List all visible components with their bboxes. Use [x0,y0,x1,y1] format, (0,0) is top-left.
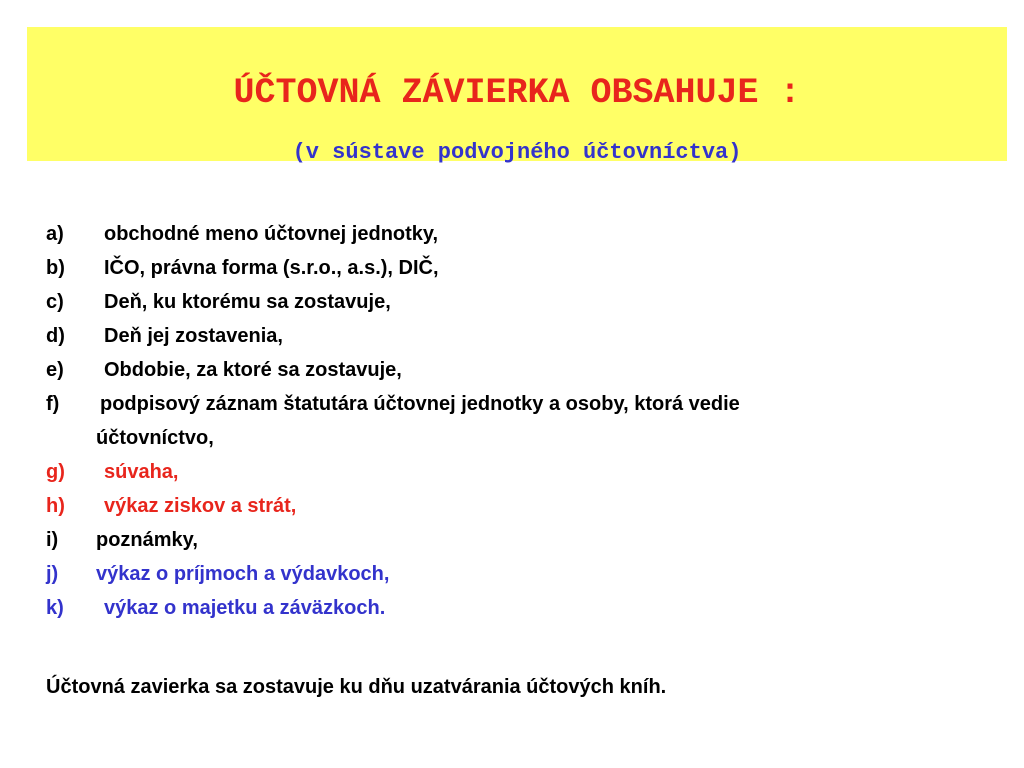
list-marker: d) [46,325,65,347]
list-marker: e) [46,359,64,381]
list-item-j [46,557,986,591]
contents-list [46,217,986,625]
list-item-c [46,285,986,319]
list-item-g [46,455,986,489]
list-marker: c) [46,291,64,313]
list-marker: f) [46,393,60,415]
list-item-text: súvaha, [104,461,179,483]
list-marker: j) [46,563,59,585]
list-item-text: podpisový záznam štatutára účtovnej jednotky a osoby, ktorá vedie [100,393,740,415]
list-item-f [46,387,986,455]
list-marker: g) [46,461,65,483]
list-marker: b) [46,257,65,279]
list-marker: k) [46,597,64,619]
list-item-text: Deň, ku ktorému sa zostavuje, [104,291,391,313]
list-item-h [46,489,986,523]
list-marker: h) [46,495,65,517]
title-box [27,27,1007,165]
list-item-text: poznámky, [96,529,198,551]
list-marker: a) [46,223,64,245]
list-item-continuation: účtovníctvo, [96,427,214,449]
list-item-text: výkaz o majetku a záväzkoch. [104,597,386,619]
list-item-text: výkaz o príjmoch a výdavkoch, [96,563,390,585]
footer-note: Účtovná zavierka sa zostavuje ku dňu uzatvárania účtových kníh. [46,676,667,698]
list-item-b [46,251,986,285]
list-item-text: obchodné meno účtovnej jednotky, [104,223,439,245]
list-item-text: IČO, právna forma (s.r.o., a.s.), DIČ, [104,257,439,279]
page-title: ÚČTOVNÁ ZÁVIERKA OBSAHUJE : [233,73,801,113]
list-item-k [46,591,986,625]
list-item-d [46,319,986,353]
list-item-text: výkaz ziskov a strát, [104,495,297,517]
list-item-i [46,523,986,557]
list-marker: i) [46,529,59,551]
list-item-text: Deň jej zostavenia, [104,325,283,347]
page-subtitle: (v sústave podvojného účtovníctva) [292,140,742,165]
list-item-text: Obdobie, za ktoré sa zostavuje, [104,359,402,381]
list-item-e [46,353,986,387]
list-item-a [46,217,986,251]
